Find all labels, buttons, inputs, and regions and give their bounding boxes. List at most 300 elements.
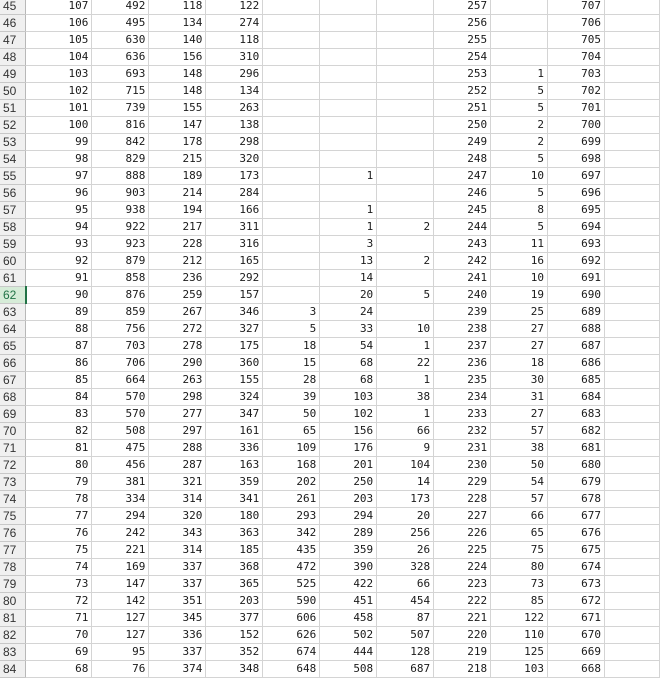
cell[interactable]: 96 — [26, 185, 92, 202]
cell[interactable]: 66 — [491, 508, 548, 525]
cell[interactable]: 214 — [149, 185, 206, 202]
cell[interactable]: 180 — [206, 508, 263, 525]
cell[interactable]: 858 — [92, 270, 149, 287]
cell[interactable]: 5 — [263, 321, 320, 338]
cell[interactable]: 221 — [92, 542, 149, 559]
cell[interactable]: 696 — [548, 185, 605, 202]
cell[interactable]: 507 — [377, 627, 434, 644]
cell[interactable]: 83 — [26, 406, 92, 423]
cell[interactable]: 157 — [206, 287, 263, 304]
cell[interactable]: 185 — [206, 542, 263, 559]
cell[interactable]: 2 — [491, 117, 548, 134]
cell[interactable]: 226 — [434, 525, 491, 542]
row-header[interactable]: 63 — [0, 304, 26, 321]
cell[interactable]: 148 — [149, 83, 206, 100]
cell[interactable]: 694 — [548, 219, 605, 236]
cell[interactable]: 670 — [548, 627, 605, 644]
cell[interactable]: 695 — [548, 202, 605, 219]
row-header[interactable]: 51 — [0, 100, 26, 117]
cell[interactable] — [320, 0, 377, 15]
row-header[interactable]: 50 — [0, 83, 26, 100]
row-header[interactable]: 78 — [0, 559, 26, 576]
cell[interactable]: 351 — [149, 593, 206, 610]
cell[interactable]: 672 — [548, 593, 605, 610]
cell[interactable]: 359 — [320, 542, 377, 559]
cell[interactable]: 71 — [26, 610, 92, 627]
cell[interactable]: 103 — [26, 66, 92, 83]
cell[interactable] — [605, 202, 660, 219]
cell[interactable]: 668 — [548, 661, 605, 678]
cell[interactable] — [605, 525, 660, 542]
cell[interactable]: 263 — [206, 100, 263, 117]
cell[interactable]: 75 — [26, 542, 92, 559]
cell[interactable]: 259 — [149, 287, 206, 304]
cell[interactable] — [605, 406, 660, 423]
cell[interactable]: 677 — [548, 508, 605, 525]
cell[interactable]: 256 — [434, 15, 491, 32]
cell[interactable]: 10 — [491, 168, 548, 185]
cell[interactable]: 289 — [320, 525, 377, 542]
cell[interactable]: 686 — [548, 355, 605, 372]
cell[interactable]: 134 — [206, 83, 263, 100]
cell[interactable]: 316 — [206, 236, 263, 253]
cell[interactable]: 508 — [320, 661, 377, 678]
cell[interactable]: 684 — [548, 389, 605, 406]
cell[interactable]: 320 — [206, 151, 263, 168]
cell[interactable]: 238 — [434, 321, 491, 338]
cell[interactable]: 22 — [377, 355, 434, 372]
row-header[interactable]: 54 — [0, 151, 26, 168]
row-header[interactable]: 82 — [0, 627, 26, 644]
cell[interactable]: 122 — [206, 0, 263, 15]
cell[interactable]: 102 — [26, 83, 92, 100]
cell[interactable] — [605, 219, 660, 236]
cell[interactable]: 222 — [434, 593, 491, 610]
cell[interactable]: 252 — [434, 83, 491, 100]
cell[interactable]: 706 — [92, 355, 149, 372]
cell[interactable] — [605, 627, 660, 644]
row-header[interactable]: 67 — [0, 372, 26, 389]
cell[interactable]: 606 — [263, 610, 320, 627]
cell[interactable]: 678 — [548, 491, 605, 508]
row-header[interactable]: 65 — [0, 338, 26, 355]
cell[interactable]: 109 — [263, 440, 320, 457]
cell[interactable]: 525 — [263, 576, 320, 593]
cell[interactable]: 294 — [92, 508, 149, 525]
row-header[interactable]: 83 — [0, 644, 26, 661]
cell[interactable] — [320, 151, 377, 168]
cell[interactable]: 704 — [548, 49, 605, 66]
cell[interactable]: 221 — [434, 610, 491, 627]
cell[interactable]: 278 — [149, 338, 206, 355]
cell[interactable]: 756 — [92, 321, 149, 338]
cell[interactable]: 343 — [149, 525, 206, 542]
cell[interactable]: 374 — [149, 661, 206, 678]
cell[interactable]: 648 — [263, 661, 320, 678]
cell[interactable]: 664 — [92, 372, 149, 389]
cell[interactable]: 102 — [320, 406, 377, 423]
cell[interactable]: 27 — [491, 321, 548, 338]
cell[interactable] — [377, 202, 434, 219]
cell[interactable]: 65 — [491, 525, 548, 542]
cell[interactable] — [377, 236, 434, 253]
cell[interactable]: 73 — [491, 576, 548, 593]
cell[interactable]: 80 — [491, 559, 548, 576]
cell[interactable]: 128 — [377, 644, 434, 661]
cell[interactable]: 156 — [320, 423, 377, 440]
cell[interactable] — [263, 66, 320, 83]
cell[interactable] — [605, 372, 660, 389]
cell[interactable]: 310 — [206, 49, 263, 66]
cell[interactable]: 284 — [206, 185, 263, 202]
cell[interactable] — [605, 100, 660, 117]
cell[interactable]: 95 — [26, 202, 92, 219]
cell[interactable]: 5 — [491, 185, 548, 202]
cell[interactable] — [377, 83, 434, 100]
cell[interactable]: 5 — [377, 287, 434, 304]
cell[interactable]: 277 — [149, 406, 206, 423]
cell[interactable]: 237 — [434, 338, 491, 355]
cell[interactable]: 79 — [26, 474, 92, 491]
cell[interactable] — [377, 304, 434, 321]
cell[interactable]: 86 — [26, 355, 92, 372]
cell[interactable]: 715 — [92, 83, 149, 100]
cell[interactable] — [605, 355, 660, 372]
cell[interactable]: 287 — [149, 457, 206, 474]
cell[interactable]: 5 — [491, 219, 548, 236]
cell[interactable] — [263, 151, 320, 168]
cell[interactable] — [263, 134, 320, 151]
cell[interactable] — [491, 0, 548, 15]
cell[interactable]: 381 — [92, 474, 149, 491]
cell[interactable] — [605, 270, 660, 287]
cell[interactable]: 368 — [206, 559, 263, 576]
cell[interactable]: 75 — [491, 542, 548, 559]
cell[interactable]: 360 — [206, 355, 263, 372]
cell[interactable]: 699 — [548, 134, 605, 151]
cell[interactable]: 20 — [320, 287, 377, 304]
cell[interactable]: 352 — [206, 644, 263, 661]
cell[interactable]: 630 — [92, 32, 149, 49]
cell[interactable] — [605, 542, 660, 559]
cell[interactable]: 257 — [434, 0, 491, 15]
cell[interactable]: 68 — [320, 355, 377, 372]
cell[interactable]: 127 — [92, 627, 149, 644]
cell[interactable] — [263, 236, 320, 253]
row-header[interactable]: 72 — [0, 457, 26, 474]
row-header[interactable]: 48 — [0, 49, 26, 66]
cell[interactable] — [320, 117, 377, 134]
cell[interactable] — [320, 49, 377, 66]
cell[interactable]: 92 — [26, 253, 92, 270]
cell[interactable]: 69 — [26, 644, 92, 661]
cell[interactable]: 122 — [491, 610, 548, 627]
cell[interactable] — [377, 0, 434, 15]
cell[interactable] — [605, 168, 660, 185]
cell[interactable]: 456 — [92, 457, 149, 474]
row-header[interactable]: 74 — [0, 491, 26, 508]
cell[interactable]: 693 — [548, 236, 605, 253]
cell[interactable]: 5 — [491, 83, 548, 100]
cell[interactable]: 671 — [548, 610, 605, 627]
cell[interactable]: 189 — [149, 168, 206, 185]
cell[interactable] — [263, 287, 320, 304]
cell[interactable]: 33 — [320, 321, 377, 338]
cell[interactable]: 342 — [263, 525, 320, 542]
cell[interactable] — [605, 236, 660, 253]
row-header[interactable]: 81 — [0, 610, 26, 627]
cell[interactable]: 243 — [434, 236, 491, 253]
cell[interactable] — [605, 559, 660, 576]
cell[interactable]: 697 — [548, 168, 605, 185]
cell[interactable]: 701 — [548, 100, 605, 117]
row-header[interactable]: 71 — [0, 440, 26, 457]
cell[interactable]: 435 — [263, 542, 320, 559]
cell[interactable]: 224 — [434, 559, 491, 576]
cell[interactable] — [605, 423, 660, 440]
cell[interactable]: 227 — [434, 508, 491, 525]
cell[interactable] — [605, 644, 660, 661]
cell[interactable]: 263 — [149, 372, 206, 389]
cell[interactable] — [320, 32, 377, 49]
cell[interactable]: 336 — [206, 440, 263, 457]
cell[interactable]: 235 — [434, 372, 491, 389]
cell[interactable]: 475 — [92, 440, 149, 457]
cell[interactable] — [320, 15, 377, 32]
cell[interactable]: 97 — [26, 168, 92, 185]
cell[interactable]: 298 — [206, 134, 263, 151]
cell[interactable] — [605, 185, 660, 202]
cell[interactable]: 231 — [434, 440, 491, 457]
cell[interactable]: 87 — [26, 338, 92, 355]
cell[interactable]: 28 — [263, 372, 320, 389]
cell[interactable]: 1 — [320, 202, 377, 219]
cell[interactable]: 692 — [548, 253, 605, 270]
cell[interactable] — [320, 83, 377, 100]
cell[interactable] — [605, 151, 660, 168]
cell[interactable]: 348 — [206, 661, 263, 678]
cell[interactable]: 10 — [377, 321, 434, 338]
cell[interactable]: 220 — [434, 627, 491, 644]
cell[interactable] — [263, 32, 320, 49]
cell[interactable]: 1 — [320, 219, 377, 236]
cell[interactable]: 451 — [320, 593, 377, 610]
row-header[interactable]: 66 — [0, 355, 26, 372]
cell[interactable]: 18 — [491, 355, 548, 372]
cell[interactable]: 5 — [491, 100, 548, 117]
cell[interactable] — [377, 15, 434, 32]
cell[interactable]: 255 — [434, 32, 491, 49]
cell[interactable]: 236 — [434, 355, 491, 372]
cell[interactable] — [605, 474, 660, 491]
cell[interactable]: 236 — [149, 270, 206, 287]
cell[interactable]: 127 — [92, 610, 149, 627]
cell[interactable]: 337 — [149, 576, 206, 593]
cell[interactable] — [263, 168, 320, 185]
cell[interactable]: 8 — [491, 202, 548, 219]
cell[interactable]: 365 — [206, 576, 263, 593]
cell[interactable]: 363 — [206, 525, 263, 542]
cell[interactable]: 327 — [206, 321, 263, 338]
cell[interactable] — [377, 270, 434, 287]
cell[interactable]: 246 — [434, 185, 491, 202]
cell[interactable]: 147 — [92, 576, 149, 593]
cell[interactable]: 680 — [548, 457, 605, 474]
cell[interactable]: 242 — [92, 525, 149, 542]
cell[interactable]: 341 — [206, 491, 263, 508]
cell[interactable]: 50 — [491, 457, 548, 474]
cell[interactable]: 903 — [92, 185, 149, 202]
cell[interactable]: 267 — [149, 304, 206, 321]
cell[interactable]: 223 — [434, 576, 491, 593]
cell[interactable]: 691 — [548, 270, 605, 287]
cell[interactable] — [263, 49, 320, 66]
cell[interactable] — [605, 253, 660, 270]
cell[interactable]: 336 — [149, 627, 206, 644]
cell[interactable] — [605, 491, 660, 508]
cell[interactable] — [605, 15, 660, 32]
cell[interactable] — [377, 49, 434, 66]
cell[interactable]: 707 — [548, 0, 605, 15]
cell[interactable]: 1 — [491, 66, 548, 83]
cell[interactable]: 228 — [434, 491, 491, 508]
cell[interactable]: 178 — [149, 134, 206, 151]
cell[interactable]: 148 — [149, 66, 206, 83]
cell[interactable]: 234 — [434, 389, 491, 406]
cell[interactable]: 232 — [434, 423, 491, 440]
row-header[interactable]: 59 — [0, 236, 26, 253]
cell[interactable] — [377, 168, 434, 185]
cell[interactable]: 248 — [434, 151, 491, 168]
cell[interactable]: 77 — [26, 508, 92, 525]
cell[interactable]: 1 — [377, 372, 434, 389]
cell[interactable]: 5 — [491, 151, 548, 168]
cell[interactable] — [377, 100, 434, 117]
cell[interactable] — [605, 508, 660, 525]
cell[interactable]: 39 — [263, 389, 320, 406]
cell[interactable]: 676 — [548, 525, 605, 542]
cell[interactable]: 239 — [434, 304, 491, 321]
row-header[interactable]: 80 — [0, 593, 26, 610]
cell[interactable]: 9 — [377, 440, 434, 457]
cell[interactable]: 859 — [92, 304, 149, 321]
cell[interactable] — [263, 0, 320, 15]
cell[interactable]: 689 — [548, 304, 605, 321]
cell[interactable]: 94 — [26, 219, 92, 236]
cell[interactable]: 66 — [377, 576, 434, 593]
cell[interactable]: 101 — [26, 100, 92, 117]
row-header[interactable]: 52 — [0, 117, 26, 134]
cell[interactable]: 38 — [491, 440, 548, 457]
cell[interactable]: 922 — [92, 219, 149, 236]
cell[interactable]: 570 — [92, 389, 149, 406]
cell[interactable]: 698 — [548, 151, 605, 168]
cell[interactable]: 169 — [92, 559, 149, 576]
cell[interactable]: 10 — [491, 270, 548, 287]
cell[interactable]: 683 — [548, 406, 605, 423]
cell[interactable]: 38 — [377, 389, 434, 406]
row-header[interactable]: 68 — [0, 389, 26, 406]
cell[interactable]: 290 — [149, 355, 206, 372]
cell[interactable]: 70 — [26, 627, 92, 644]
row-header[interactable]: 76 — [0, 525, 26, 542]
cell[interactable]: 687 — [548, 338, 605, 355]
cell[interactable]: 16 — [491, 253, 548, 270]
cell[interactable]: 110 — [491, 627, 548, 644]
cell[interactable] — [605, 66, 660, 83]
cell[interactable]: 3 — [320, 236, 377, 253]
cell[interactable]: 163 — [206, 457, 263, 474]
cell[interactable]: 30 — [491, 372, 548, 389]
cell[interactable]: 334 — [92, 491, 149, 508]
cell[interactable]: 345 — [149, 610, 206, 627]
cell[interactable]: 337 — [149, 644, 206, 661]
row-header[interactable]: 70 — [0, 423, 26, 440]
row-header[interactable]: 84 — [0, 661, 26, 678]
cell[interactable]: 103 — [320, 389, 377, 406]
cell[interactable] — [263, 219, 320, 236]
cell[interactable]: 138 — [206, 117, 263, 134]
cell[interactable]: 81 — [26, 440, 92, 457]
cell[interactable]: 161 — [206, 423, 263, 440]
cell[interactable]: 241 — [434, 270, 491, 287]
cell[interactable]: 93 — [26, 236, 92, 253]
cell[interactable]: 203 — [320, 491, 377, 508]
cell[interactable] — [377, 66, 434, 83]
cell[interactable]: 175 — [206, 338, 263, 355]
cell[interactable]: 242 — [434, 253, 491, 270]
cell[interactable]: 251 — [434, 100, 491, 117]
cell[interactable]: 682 — [548, 423, 605, 440]
cell[interactable]: 90 — [26, 287, 92, 304]
cell[interactable]: 72 — [26, 593, 92, 610]
cell[interactable]: 118 — [149, 0, 206, 15]
cell[interactable]: 272 — [149, 321, 206, 338]
cell[interactable]: 152 — [206, 627, 263, 644]
row-header[interactable]: 61 — [0, 270, 26, 287]
row-header[interactable]: 69 — [0, 406, 26, 423]
cell[interactable] — [605, 440, 660, 457]
cell[interactable]: 140 — [149, 32, 206, 49]
cell[interactable]: 328 — [377, 559, 434, 576]
cell[interactable]: 293 — [263, 508, 320, 525]
cell[interactable]: 337 — [149, 559, 206, 576]
cell[interactable]: 106 — [26, 15, 92, 32]
cell[interactable]: 256 — [377, 525, 434, 542]
cell[interactable]: 254 — [434, 49, 491, 66]
cell[interactable]: 703 — [92, 338, 149, 355]
cell[interactable]: 228 — [149, 236, 206, 253]
cell[interactable] — [263, 253, 320, 270]
cell[interactable] — [605, 0, 660, 15]
cell[interactable]: 1 — [377, 406, 434, 423]
cell[interactable]: 687 — [377, 661, 434, 678]
cell[interactable]: 570 — [92, 406, 149, 423]
cell[interactable] — [605, 389, 660, 406]
row-header[interactable]: 53 — [0, 134, 26, 151]
cell[interactable]: 674 — [548, 559, 605, 576]
cell[interactable]: 495 — [92, 15, 149, 32]
cell[interactable]: 168 — [263, 457, 320, 474]
cell[interactable]: 173 — [206, 168, 263, 185]
cell[interactable]: 679 — [548, 474, 605, 491]
cell[interactable]: 2 — [377, 253, 434, 270]
cell[interactable]: 454 — [377, 593, 434, 610]
cell[interactable]: 879 — [92, 253, 149, 270]
cell[interactable]: 87 — [377, 610, 434, 627]
cell[interactable]: 359 — [206, 474, 263, 491]
cell[interactable]: 155 — [149, 100, 206, 117]
